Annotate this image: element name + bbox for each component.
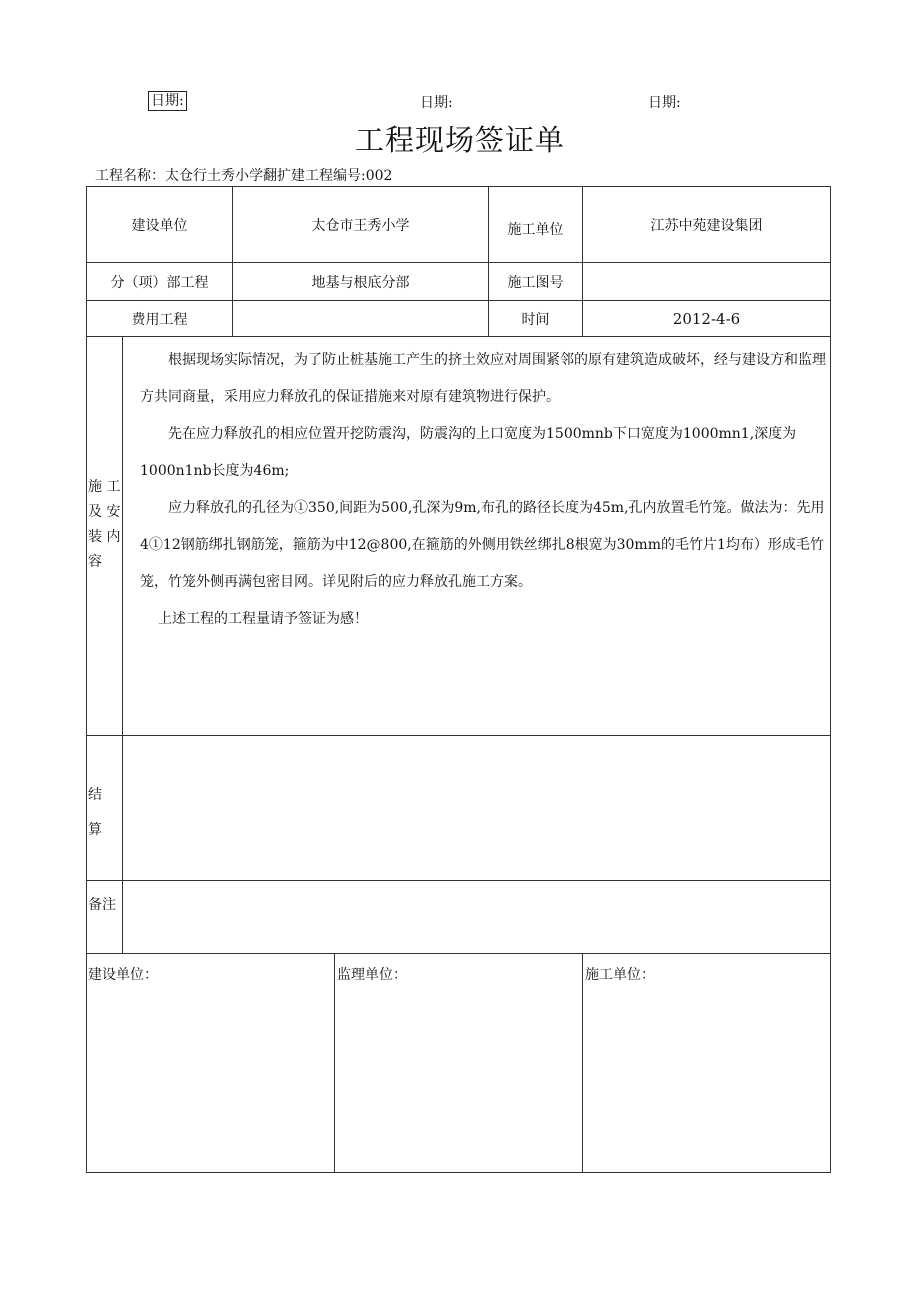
content-paragraph-2: 先在应力释放孔的相应位置开挖防震沟，防震沟的上口宽度为1500mnb下口宽度为1000mn1,深度为1000n1nb长度为46m; xyxy=(140,426,797,479)
subproject-label: 分（项）部工程 xyxy=(110,274,209,291)
table-row-divider xyxy=(86,953,831,954)
contractor-value: 江苏中苑建设集团 xyxy=(650,217,763,234)
content-side-label-line: 装 内 xyxy=(88,529,121,545)
content-side-label-line: 施 工 xyxy=(88,479,121,495)
time-value: 2012-4-6 xyxy=(672,309,741,328)
page-title: 工程现场签证单 xyxy=(354,123,565,157)
remarks-label: 备注 xyxy=(88,897,116,913)
settlement-field[interactable] xyxy=(123,736,830,880)
construction-content xyxy=(140,342,830,638)
subproject-value: 地基与根底分部 xyxy=(311,274,410,291)
signature-col-divider xyxy=(582,953,583,1173)
cost-item-value xyxy=(233,301,488,336)
table-border-right xyxy=(830,186,831,1173)
remarks-field[interactable] xyxy=(123,881,830,953)
settlement-label xyxy=(88,778,102,848)
settlement-label-line: 结 xyxy=(88,787,102,803)
date-label-3: 日期: xyxy=(648,95,681,111)
contractor-signature-label: 施工单位： xyxy=(585,967,655,983)
content-side-label xyxy=(88,475,122,575)
date-label-1: 日期: xyxy=(148,91,187,111)
builder-value: 太仓市王秀小学 xyxy=(311,217,410,234)
builder-label: 建设单位 xyxy=(131,217,188,234)
time-label: 时间 xyxy=(521,311,550,328)
project-name-line: 工程名称：太仓行土秀小学翻扩建工程编号:002 xyxy=(95,168,393,184)
contractor-label: 施工单位 xyxy=(507,221,564,238)
date-label-2: 日期: xyxy=(420,95,453,111)
signature-col-divider xyxy=(334,953,335,1173)
content-side-label-line: 及 安 xyxy=(88,504,121,520)
cost-item-label: 费用工程 xyxy=(131,311,188,328)
drawing-number-label: 施工图号 xyxy=(507,274,564,291)
drawing-number-value xyxy=(583,263,830,300)
settlement-label-line: 算 xyxy=(88,822,102,838)
content-side-label-line: 容 xyxy=(88,554,102,570)
content-paragraph-3: 应力释放孔的孔径为①350,间距为500,孔深为9m,布孔的路径长度为45m,孔内放置毛竹笼。做法为：先用4①12钢筋绑扎钢筋笼，箍筋为中12@800,在箍筋的外侧用铁丝绑扎8根宽为30mm的毛竹片1均布）形成毛竹笼，竹笼外侧再满包密目网。详见附后的应力释放孔施工方案。 xyxy=(140,500,825,590)
table-border-bottom xyxy=(86,1172,831,1173)
content-paragraph-4: 上述工程的工程量请予签证为感！ xyxy=(158,611,368,627)
table-row-divider xyxy=(86,336,831,337)
builder-signature-label: 建设单位： xyxy=(88,967,158,983)
content-paragraph-1: 根据现场实际情况，为了防止桩基施工产生的挤土效应对周围紧邻的原有建筑造成破坏，经与建设方和监理方共同商量，采用应力释放孔的保证措施来对原有建筑物进行保护。 xyxy=(140,352,826,405)
supervisor-signature-label: 监理单位： xyxy=(337,967,407,983)
